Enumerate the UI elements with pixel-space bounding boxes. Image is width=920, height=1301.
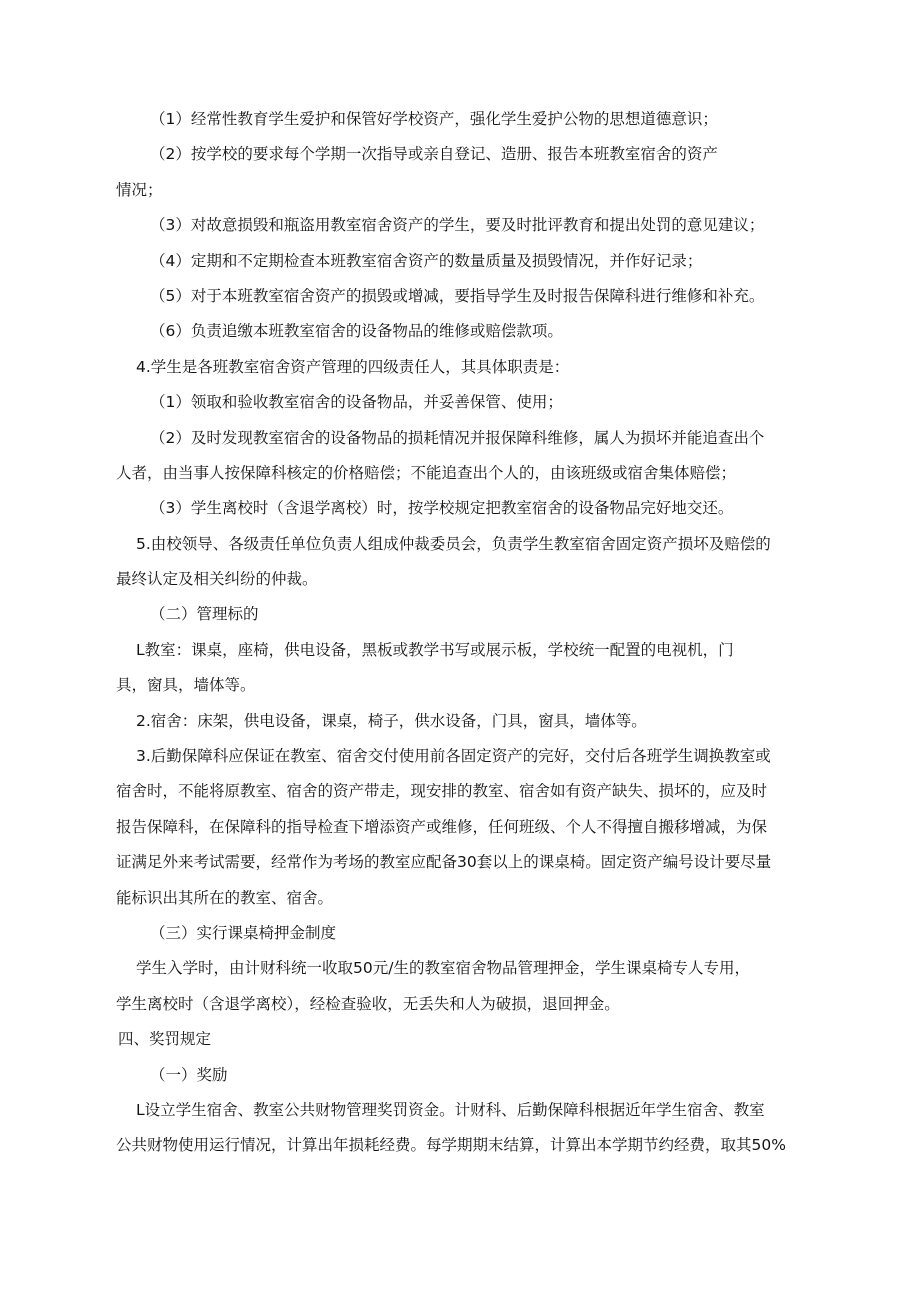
- text-line: （2）及时发现教室宿舍的设备物品的损耗情况并报保障科维修，属人为损坏并能追查出个: [150, 428, 765, 447]
- text-line: L设立学生宿舍、教室公共财物管理奖罚资金。计财科、后勤保障科根据近年学生宿舍、教室: [136, 1100, 765, 1119]
- text-line: （3）对故意损毁和瓶盗用教室宿舍资产的学生，要及时批评教育和提出处罚的意见建议；: [150, 216, 765, 235]
- text-line: （1）领取和验收教室宿舍的设备物品，并妥善保管、使用；: [150, 393, 563, 412]
- text-line: 学生入学时，由计财科统一收取50元/生的教室宿舍物品管理押金，学生课桌椅专人专用，: [136, 959, 750, 978]
- text-line: 能标识出其所在的教室、宿舍。: [116, 888, 334, 907]
- text-line: （6）负责追缴本班教室宿舍的设备物品的维修或赔偿款项。: [150, 322, 563, 341]
- text-line: 证满足外来考试需要，经常作为考场的教室应配备30套以上的课桌椅。固定资产编号设计要尽量: [116, 853, 772, 872]
- section-heading: （一）奖励: [150, 1065, 228, 1084]
- text-line: 宿舍时，不能将原教室、宿舍的资产带走，现安排的教室、宿舍如有资产缺失、损坏的，应及时: [116, 782, 768, 801]
- text-line: 4.学生是各班教室宿舍资产管理的四级责任人，其具体职责是：: [136, 357, 570, 376]
- text-line: L教室：课桌，座椅，供电设备，黑板或教学书写或展示板，学校统一配置的电视机，门: [136, 640, 734, 659]
- section-heading: 四、奖罚规定: [118, 1030, 212, 1049]
- text-line: （4）定期和不定期检查本班教室宿舍资产的数量质量及损毁情况，并作好记录；: [150, 251, 703, 270]
- section-heading: （三）实行课桌椅押金制度: [150, 923, 337, 942]
- text-line: 具，窗具，墙体等。: [116, 676, 256, 695]
- text-line: 2.宿舍：床架，供电设备，课桌，椅子，供水设备，门具，窗具，墙体等。: [136, 711, 647, 730]
- text-line: 公共财物使用运行情况，计算出年损耗经费。每学期期末结算，计算出本学期节约经费，取其50%: [116, 1136, 786, 1155]
- text-line: （1）经常性教育学生爱护和保管好学校资产，强化学生爱护公物的思想道德意识；: [150, 110, 718, 128]
- text-line: 3.后勤保障科应保证在教室、宿舍交付使用前各固定资产的完好，交付后各班学生调换教室或: [136, 747, 771, 766]
- text-line: 人者，由当事人按保障科核定的价格赔偿；不能追查出个人的，由该班级或宿舍集体赔偿；: [116, 463, 737, 482]
- text-line: （3）学生离校时（含退学离校）时，按学校规定把教室宿舍的设备物品完好地交还。: [150, 499, 734, 518]
- text-line: （5）对于本班教室宿舍资产的损毁或增减，要指导学生及时报告保障科进行维修和补充。: [150, 286, 765, 305]
- text-line: （2）按学校的要求每个学期一次指导或亲自登记、造册、报告本班教室宿舍的资产: [150, 145, 718, 164]
- text-line: 最终认定及相关纠纷的仲裁。: [116, 570, 318, 589]
- text-line: 5.由校领导、各级责任单位负责人组成仲裁委员会，负责学生教室宿舍固定资产损坏及赔偿的: [136, 534, 771, 553]
- section-heading: （二）管理标的: [150, 605, 259, 624]
- text-line: 报告保障科，在保障科的指导检查下增添资产或维修，任何班级、个人不得擅自搬移增减，为保: [116, 817, 768, 836]
- text-line: 情况；: [116, 180, 163, 199]
- text-line: 学生离校时（含退学离校），经检查验收，无丢失和人为破损，退回押金。: [116, 994, 620, 1013]
